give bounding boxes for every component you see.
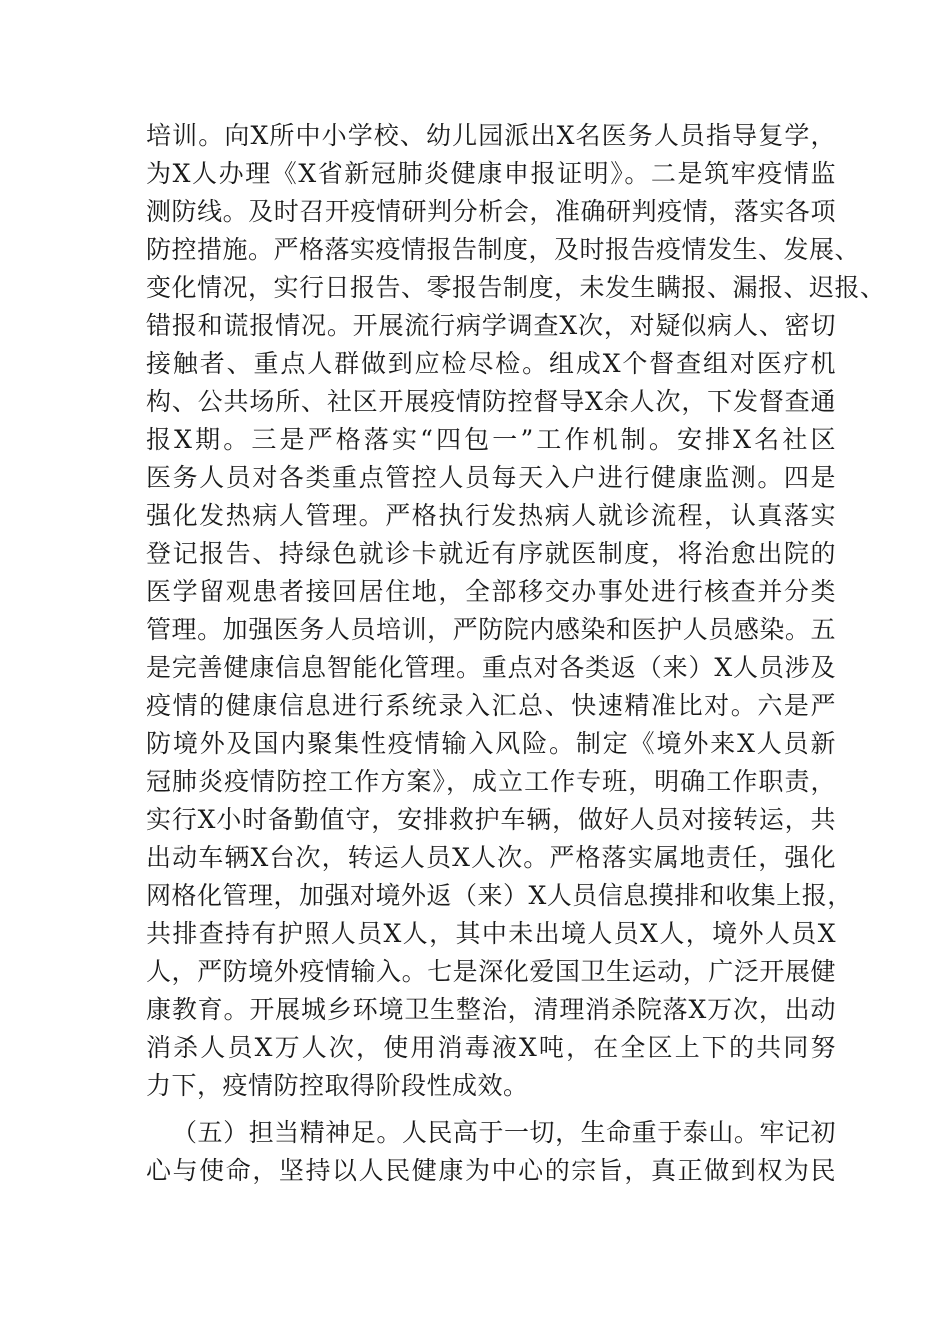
text-line: 力下，疫情防控取得阶段性成效。 — [146, 1071, 529, 1100]
text-line: 医学留观患者接回居住地，全部移交办事处进行核查并分类 — [146, 577, 836, 606]
text-line: 变化情况，实行日报告、零报告制度，未发生瞒报、漏报、迟报、 — [146, 273, 886, 302]
text-line: 管理。加强医务人员培训，严防院内感染和医护人员感染。五 — [146, 615, 836, 644]
text-line: 培训。向X所中小学校、幼儿园派出X名医务人员指导复学， — [146, 121, 836, 150]
text-line: 消杀人员X万人次，使用消毒液X吨，在全区上下的共同努 — [146, 1033, 836, 1062]
text-line: 报X期。三是严格落实“四包一”工作机制。安排X名社区 — [146, 425, 836, 454]
text-line: 登记报告、持绿色就诊卡就近有序就医制度，将治愈出院的 — [146, 539, 836, 568]
text-line: 康教育。开展城乡环境卫生整治，清理消杀院落X万次，出动 — [146, 995, 836, 1024]
text-line: 错报和谎报情况。开展流行病学调查X次，对疑似病人、密切 — [146, 311, 836, 340]
text-line: 网格化管理，加强对境外返（来）X人员信息摸排和收集上报， — [146, 881, 853, 910]
text-line: 强化发热病人管理。严格执行发热病人就诊流程，认真落实 — [146, 501, 836, 530]
text-line: 为X人办理《X省新冠肺炎健康申报证明》。二是筑牢疫情监 — [146, 159, 836, 188]
text-line: 出动车辆X台次，转运人员X人次。严格落实属地责任，强化 — [146, 843, 836, 872]
text-line: 医务人员对各类重点管控人员每天入户进行健康监测。四是 — [146, 463, 836, 492]
text-line: 防控措施。严格落实疫情报告制度，及时报告疫情发生、发展、 — [146, 235, 861, 264]
section-heading-line: （五）担当精神足。人民高于一切，生命重于泰山。牢记初 — [172, 1118, 836, 1147]
text-line: 是完善健康信息智能化管理。重点对各类返（来）X人员涉及 — [146, 653, 836, 682]
text-line: 构、公共场所、社区开展疫情防控督导X余人次，下发督查通 — [146, 387, 836, 416]
text-line: 人，严防境外疫情输入。七是深化爱国卫生运动，广泛开展健 — [146, 957, 836, 986]
text-line: 冠肺炎疫情防控工作方案》，成立工作专班，明确工作职责， — [146, 767, 836, 796]
text-line: 疫情的健康信息进行系统录入汇总、快速精准比对。六是严 — [146, 691, 836, 720]
text-line: 测防线。及时召开疫情研判分析会，准确研判疫情，落实各项 — [146, 197, 836, 226]
text-line: 接触者、重点人群做到应检尽检。组成X个督查组对医疗机 — [146, 349, 836, 378]
text-line: 防境外及国内聚集性疫情输入风险。制定《境外来X人员新 — [146, 729, 836, 758]
text-line: 共排查持有护照人员X人，其中未出境人员X人，境外人员X — [146, 919, 836, 948]
body-paragraph — [146, 117, 886, 1105]
text-line: 心与使命，坚持以人民健康为中心的宗旨，真正做到权为民 — [146, 1156, 836, 1185]
text-line: 实行X小时备勤值守，安排救护车辆，做好人员对接转运，共 — [146, 805, 836, 834]
section-paragraph — [146, 1114, 836, 1190]
